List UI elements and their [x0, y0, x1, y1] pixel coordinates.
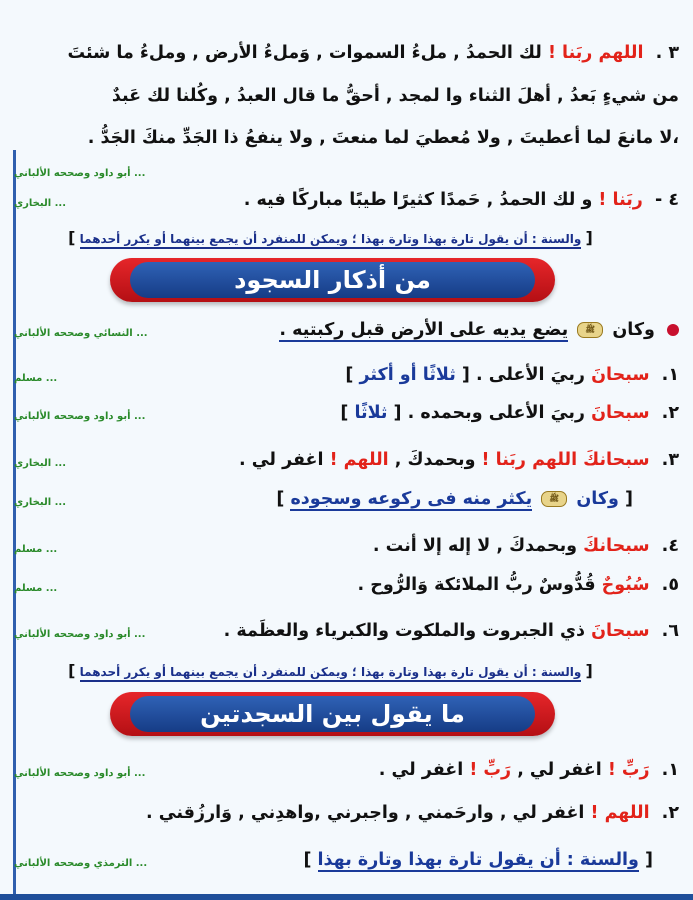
sunnah-note: [ والسنة : أن يقول تارة بهذا وتارة بهذا ؛ ويمكن للمنفرد أن يجمع بينهما أو يكرر أحدهما ]	[68, 228, 593, 247]
sujood-item4	[175, 536, 679, 556]
source-label: ... أبو داود وصححه الألباني	[14, 629, 146, 640]
banner-title: من أذكار السجود	[130, 262, 535, 298]
source-label: ... مسلم	[14, 544, 58, 555]
source-label: ... النسائي وصححه الألباني	[14, 328, 148, 339]
section-banner-sujood	[110, 258, 555, 302]
text: وبحمدكَ , لا إله إلا أنت .	[372, 536, 578, 556]
freq-pre: وكان	[576, 489, 619, 509]
red-phrase: سُبُوحٌ	[601, 575, 650, 595]
note-text: والسنة : أن يقول تارة بهذا وتارة بهذا ؛ ويمكن للمنفرد أن يجمع بينهما أو يكرر أحدهما	[80, 665, 582, 682]
item-number: ٤.	[661, 536, 679, 556]
item-number: ٢.	[661, 803, 679, 823]
item-number: ٥.	[661, 575, 679, 595]
bracket: ]	[345, 365, 354, 385]
text: وبحمدكَ ,	[394, 450, 476, 470]
sujood-item6	[175, 621, 679, 641]
border-line	[13, 150, 16, 895]
text: اغفر لي .	[238, 450, 324, 470]
count-note: ثلاثًا	[354, 403, 388, 423]
salawat-seal-icon: ﷺ	[577, 322, 603, 338]
source-label: ... البخاري	[14, 198, 67, 209]
item-number: ٦.	[661, 621, 679, 641]
item-number: ٢.	[661, 403, 679, 423]
red-phrase: اللهم !	[329, 450, 389, 470]
red-phrase: سبحانكَ اللهم ربَنا !	[481, 450, 650, 470]
freq-post: يكثر منه فى ركوعه وسجوده	[290, 489, 533, 509]
section-banner-between	[110, 692, 555, 736]
red-phrase: رَبِّ !	[469, 760, 512, 780]
source-label: ... مسلم	[14, 583, 58, 594]
red-phrase: ربَنا !	[598, 190, 643, 210]
text: اغفر لي , وارحَمني , واجبرني ,واهدِني , وَارزُقني .	[145, 803, 585, 823]
bracket: ]	[340, 403, 349, 423]
text: و لك الحمدُ , حَمدًا كثيرًا طيبًا مباركًا فيه .	[243, 190, 593, 210]
sujood-item5	[175, 575, 679, 595]
text: لك الحمدُ , ملءُ السموات , وَملءُ الأرض , وملءُ ما شئتَ	[67, 43, 542, 63]
source-label: ... الترمذي وصححه الألباني	[14, 858, 148, 869]
source-label: ... أبو داود وصححه الألباني	[14, 411, 146, 422]
red-phrase: رَبِّ !	[607, 760, 650, 780]
count-note: ثلاثًا أو أكثر	[359, 365, 456, 385]
item-number: ١.	[661, 365, 679, 385]
sunnah-note: [ والسنة : أن يقول تارة بهذا وتارة بهذا ؛ ويمكن للمنفرد أن يجمع بينهما أو يكرر أحدهما ]	[68, 661, 593, 680]
red-phrase: اللهم ربَنا !	[547, 43, 644, 63]
item-number: ٣ .	[655, 43, 679, 63]
source-label: ... البخاري	[14, 497, 67, 508]
ruku-item3-line2: من شيءٍ بَعدُ , أهلَ الثناء وا لمجد , أحقُّ ما قال العبدُ , وكُلنا لك عَبدٌ	[111, 86, 679, 106]
red-phrase: سبحانكَ	[583, 536, 650, 556]
item-number: ١.	[661, 760, 679, 780]
red-phrase: اللهم !	[590, 803, 650, 823]
note-text: والسنة : أن يقول تارة بهذا وتارة بهذا ؛ ويمكن للمنفرد أن يجمع بينهما أو يكرر أحدهما	[80, 232, 582, 249]
banner-title: ما يقول بين السجدتين	[130, 696, 535, 732]
between-item1	[175, 760, 679, 780]
bullet-icon	[667, 324, 679, 336]
text: اغفر لي ,	[517, 760, 602, 780]
red-phrase: سبحانَ	[591, 621, 650, 641]
red-phrase: سبحانَ	[591, 365, 650, 385]
text: ربيَ الأعلى . [	[461, 365, 585, 385]
source-label: ... البخاري	[14, 458, 67, 469]
bottom-bar	[0, 894, 693, 900]
item-number: ٣.	[661, 450, 679, 470]
sujood-frequency: [ وكان ﷺ يكثر منه فى ركوعه وسجوده ]	[276, 489, 633, 509]
text: اغفر لي .	[378, 760, 464, 780]
intro-pre: وكان	[612, 320, 655, 340]
sujood-item3	[175, 450, 679, 470]
ruku-item3-line1	[6, 43, 679, 63]
between-note: [ والسنة : أن يقول تارة بهذا وتارة بهذا ]	[303, 850, 653, 870]
ruku-item4	[175, 190, 679, 210]
item-number: ٤ -	[654, 190, 679, 210]
sujood-item2	[175, 403, 679, 423]
source-label: ... مسلم	[14, 373, 58, 384]
red-phrase: سبحانَ	[591, 403, 650, 423]
source-label: ... أبو داود وصححه الألباني	[14, 168, 146, 179]
between-item2	[145, 803, 679, 823]
text: ربيَ الأعلى وبحمده . [	[393, 403, 585, 423]
text: قُدُّوسٌ ربُّ الملائكة وَالرُّوح .	[357, 575, 596, 595]
sujood-intro	[175, 320, 679, 340]
text: ذي الجبروت والملكوت والكبرياء والعظَمة .	[223, 621, 585, 641]
intro-post: يضع يديه على الأرض قبل ركبتيه .	[279, 320, 569, 340]
source-label: ... أبو داود وصححه الألباني	[14, 768, 146, 779]
sujood-item1	[175, 365, 679, 385]
note-text: والسنة : أن يقول تارة بهذا وتارة بهذا	[317, 850, 639, 870]
ruku-item3-line3: ،لا مانعَ لما أعطيتَ , ولا مُعطيَ لما منعتَ , ولا ينفعُ ذا الجَدِّ منكَ الجَدُّ .	[87, 128, 679, 148]
salawat-seal-icon: ﷺ	[541, 491, 567, 507]
